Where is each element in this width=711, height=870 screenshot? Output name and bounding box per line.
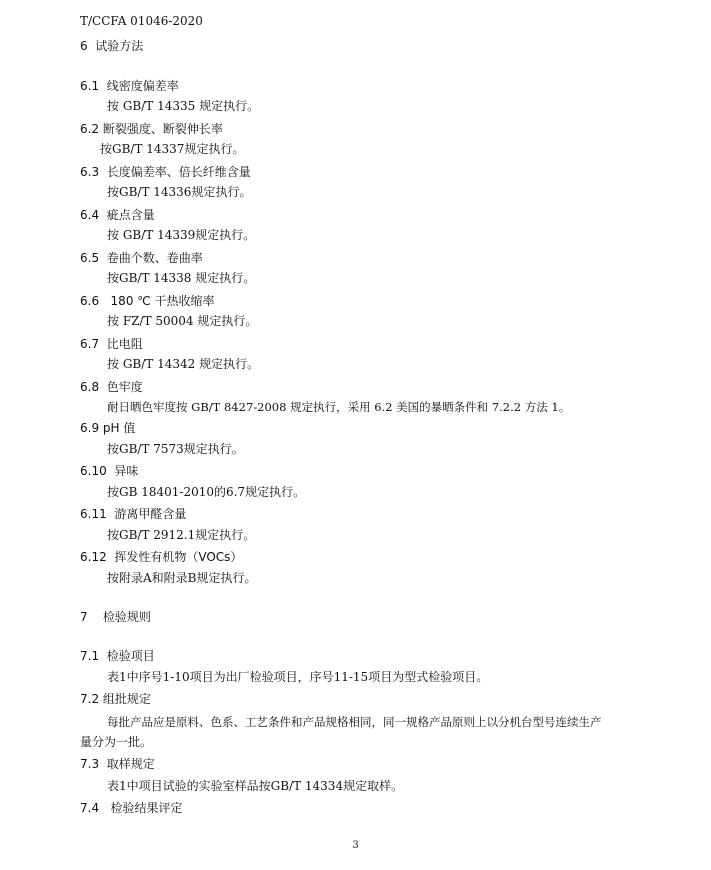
clause-number: 6.4 bbox=[80, 208, 100, 222]
clause-7-3-body: 表1中项目试验的实验室样品按GB/T 14334规定取样。 bbox=[107, 779, 404, 793]
clause-title: pH 值 bbox=[102, 421, 136, 435]
clause-6-9-body: 按GB/T 7573规定执行。 bbox=[107, 442, 244, 456]
clause-6-3-heading bbox=[80, 164, 251, 180]
clause-6-11-body: 按GB/T 2912.1规定执行。 bbox=[107, 528, 256, 542]
clause-7-2-body-line-1: 每批产品应是原料、色系、工艺条件和产品规格相同，同一规格产品原则上以分机台型号连续生产 bbox=[107, 715, 602, 729]
clause-number: 6.10 bbox=[80, 464, 107, 478]
clause-number: 6.2 bbox=[80, 122, 100, 136]
clause-6-12-heading bbox=[80, 549, 242, 565]
clause-7-3-heading bbox=[80, 756, 155, 772]
clause-title: 挥发性有机物（VOCs） bbox=[114, 550, 243, 564]
clause-number: 6.8 bbox=[80, 380, 100, 394]
clause-title: 取样规定 bbox=[106, 757, 155, 771]
clause-7-1-heading bbox=[80, 648, 155, 664]
clause-6-6-heading bbox=[80, 293, 215, 309]
clause-title: 异味 bbox=[114, 464, 139, 478]
clause-6-4-body: 按 GB/T 14339规定执行。 bbox=[107, 228, 256, 242]
clause-6-2-heading bbox=[80, 121, 223, 137]
clause-7-2-heading bbox=[80, 691, 151, 707]
clause-title: 比电阻 bbox=[106, 337, 143, 351]
clause-number: 7.1 bbox=[80, 649, 100, 663]
clause-6-1-heading bbox=[80, 78, 179, 94]
clause-title: 疵点含量 bbox=[106, 208, 155, 222]
clause-number: 6.11 bbox=[80, 507, 107, 521]
clause-title: 长度偏差率、倍长纤维含量 bbox=[106, 165, 251, 179]
clause-number: 6.12 bbox=[80, 550, 107, 564]
clause-title: 断裂强度、断裂伸长率 bbox=[102, 122, 223, 136]
clause-number: 7.4 bbox=[80, 801, 100, 815]
document-id-header: T/CCFA 01046-2020 bbox=[80, 14, 203, 28]
clause-number: 6.3 bbox=[80, 165, 100, 179]
clause-6-2-body: 按GB/T 14337规定执行。 bbox=[100, 142, 245, 156]
clause-6-10-heading bbox=[80, 463, 138, 479]
clause-6-11-heading bbox=[80, 506, 186, 522]
clause-6-1-body: 按 GB/T 14335 规定执行。 bbox=[107, 99, 260, 113]
clause-title: 组批规定 bbox=[102, 692, 151, 706]
section-number: 7 bbox=[80, 610, 88, 624]
clause-6-7-body: 按 GB/T 14342 规定执行。 bbox=[107, 357, 260, 371]
clause-7-2-body-line-2: 量分为一批。 bbox=[80, 735, 153, 749]
clause-number: 6.7 bbox=[80, 337, 100, 351]
clause-title: 180 ℃ 干热收缩率 bbox=[110, 294, 215, 308]
clause-title: 卷曲个数、卷曲率 bbox=[106, 251, 203, 265]
section-6-heading bbox=[80, 38, 143, 54]
clause-6-5-heading bbox=[80, 250, 203, 266]
clause-title: 游离甲醛含量 bbox=[114, 507, 187, 521]
clause-6-10-body: 按GB 18401-2010的6.7规定执行。 bbox=[107, 485, 306, 499]
clause-number: 6.1 bbox=[80, 79, 100, 93]
clause-number: 6.6 bbox=[80, 294, 100, 308]
clause-6-12-body: 按附录A和附录B规定执行。 bbox=[107, 571, 257, 585]
clause-number: 6.5 bbox=[80, 251, 100, 265]
clause-6-8-heading bbox=[80, 379, 143, 395]
clause-6-3-body: 按GB/T 14336规定执行。 bbox=[107, 185, 252, 199]
clause-7-4-heading bbox=[80, 800, 183, 816]
clause-title: 检验项目 bbox=[106, 649, 155, 663]
clause-6-9-heading bbox=[80, 420, 135, 436]
clause-title: 线密度偏差率 bbox=[106, 79, 179, 93]
clause-6-5-body: 按GB/T 14338 规定执行。 bbox=[107, 271, 256, 285]
clause-title: 色牢度 bbox=[106, 380, 143, 394]
clause-6-6-body: 按 FZ/T 50004 规定执行。 bbox=[107, 314, 258, 328]
clause-6-4-heading bbox=[80, 207, 155, 223]
clause-7-1-body: 表1中序号1-10项目为出厂检验项目，序号11-15项目为型式检验项目。 bbox=[107, 670, 489, 684]
section-7-heading bbox=[80, 609, 151, 625]
section-title: 检验规则 bbox=[102, 610, 151, 624]
section-number: 6 bbox=[80, 39, 88, 53]
clause-number: 7.2 bbox=[80, 692, 100, 706]
clause-number: 7.3 bbox=[80, 757, 100, 771]
clause-number: 6.9 bbox=[80, 421, 100, 435]
clause-title: 检验结果评定 bbox=[110, 801, 183, 815]
page-number: 3 bbox=[352, 840, 359, 851]
clause-6-8-body: 耐日晒色牢度按 GB/T 8427-2008 规定执行，采用 6.2 美国的暴晒条件和 7.2.2 方法 1。 bbox=[107, 400, 571, 414]
section-title: 试验方法 bbox=[95, 39, 144, 53]
clause-6-7-heading bbox=[80, 336, 143, 352]
